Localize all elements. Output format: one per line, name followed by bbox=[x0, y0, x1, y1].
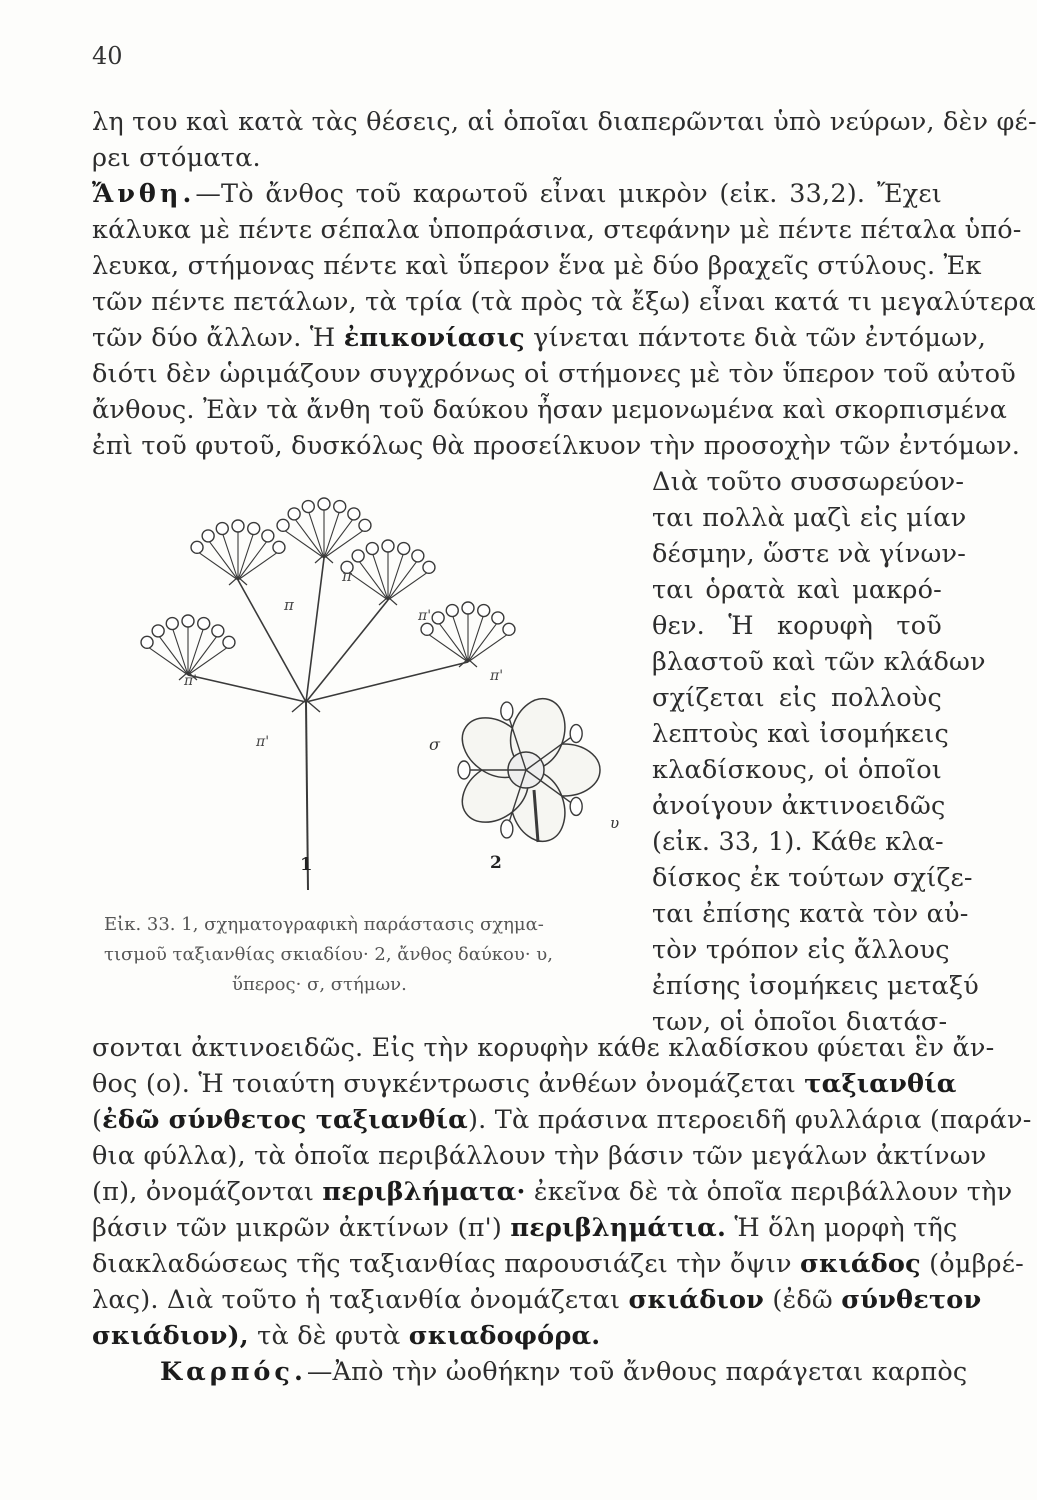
side-text-line: θεν. Ἡ κορυφὴ τοῦ bbox=[652, 611, 942, 641]
section-heading-anthi: Ἄνθη. bbox=[92, 179, 196, 209]
umbellet-ray bbox=[438, 622, 468, 662]
text-line: ἐπὶ τοῦ φυτοῦ, δυσκόλως θὰ προσείλκυον τὴν προσοχὴν τῶν ἐντόμων. bbox=[92, 431, 1021, 461]
flower-bud bbox=[421, 623, 433, 635]
label-sigma: σ bbox=[429, 735, 440, 754]
term-epikoniasis: ἐπικονίασις bbox=[343, 323, 525, 353]
umbellet-ray bbox=[208, 540, 238, 580]
text-line: λευκα, στήμονας πέντε καὶ ὕπερον ἕνα μὲ δύο βραχεῖς στύλους. Ἐκ bbox=[92, 251, 982, 281]
umbellet-ray bbox=[294, 518, 324, 558]
umbel-ray bbox=[306, 558, 324, 702]
flower-bud bbox=[202, 530, 214, 542]
side-text-line: δίσκος ἐκ τούτων σχίζε- bbox=[652, 863, 973, 893]
term-skiadofora: σκιαδοφόρα. bbox=[408, 1321, 601, 1351]
umbellet-ray bbox=[324, 518, 354, 558]
stamen-anther bbox=[570, 725, 582, 743]
umbellet-ray bbox=[283, 529, 324, 558]
umbellet-ray bbox=[172, 628, 188, 675]
figure-caption-line: ὕπερος· σ, στήμων. bbox=[232, 974, 407, 995]
label-pi-left: π bbox=[284, 596, 294, 614]
flower-bud bbox=[277, 519, 289, 531]
text-line: βάσιν τῶν μικρῶν ἀκτίνων (π') περιβλημάτια. Ἡ ὅλη μορφὴ τῆς bbox=[92, 1213, 958, 1243]
umbellet-ray bbox=[324, 511, 340, 558]
side-text-line: σχίζεται εἰς πολλοὺς bbox=[652, 683, 942, 713]
figure-caption-line: τισμοῦ ταξιανθίας σκιαδίου· 2, ἄνθος δαύκου· υ, bbox=[104, 944, 553, 965]
term-syntheto: σύνθετον bbox=[841, 1285, 982, 1315]
umbellet-ray bbox=[388, 560, 418, 600]
flower-bud bbox=[223, 636, 235, 648]
side-text-line: Διὰ τοῦτο συσσωρεύον- bbox=[652, 467, 965, 497]
term-perivlimata: περιβλήματα· bbox=[322, 1177, 526, 1207]
text-line: θια φύλλα), τὰ ὁποῖα περιβάλλουν τὴν βάσιν τῶν μεγάλων ἀκτίνων bbox=[92, 1141, 987, 1171]
umbellet-ray bbox=[197, 551, 238, 580]
section-heading-karpos: Καρπός. bbox=[160, 1357, 307, 1387]
umbellet-ray bbox=[238, 540, 268, 580]
umbellet-ray bbox=[388, 553, 404, 600]
text-line: διακλαδώσεως τῆς ταξιανθίας παρουσιάζει τὴν ὄψιν σκιάδος (ὀμβρέ- bbox=[92, 1249, 1024, 1279]
text-line: τῶν δύο ἄλλων. Ἡ ἐπικονίασις γίνεται πάντοτε διὰ τῶν ἐντόμων, bbox=[92, 323, 987, 353]
side-text-line: (εἰκ. 33, 1). Κάθε κλα- bbox=[652, 827, 944, 857]
flower-bud bbox=[248, 523, 260, 535]
text-line: διότι δὲν ὡριμάζουν συγχρόνως οἱ στήμονες μὲ τὸν ὕπερον τοῦ αὐτοῦ bbox=[92, 359, 1016, 389]
umbellet-ray bbox=[468, 633, 509, 662]
text-line: θος (ο). Ἡ τοιαύτη συγκέντρωσις ἀνθέων ὀνομάζεται ταξιανθία bbox=[92, 1069, 957, 1099]
text-line: κάλυκα μὲ πέντε σέπαλα ὑποπράσινα, στεφάνην μὲ πέντε πέταλα ὑπό- bbox=[92, 215, 1022, 245]
side-text-line: τὸν τρόπον εἰς ἄλλους bbox=[652, 935, 950, 965]
section-anthi-line: Ἄνθη.—Τὸ ἄνθος τοῦ καρωτοῦ εἶναι μικρὸν (εἰκ. 33,2). Ἔχει bbox=[92, 179, 942, 209]
flower-bud bbox=[262, 530, 274, 542]
flower-bud bbox=[318, 498, 330, 510]
flower-bud bbox=[423, 561, 435, 573]
text-line: ρει στόματα. bbox=[92, 143, 261, 173]
flower-bud bbox=[216, 523, 228, 535]
flower-bud bbox=[503, 623, 515, 635]
umbellet-ray bbox=[238, 533, 254, 580]
umbellet-ray bbox=[468, 622, 498, 662]
label-pi-prime-right: π' bbox=[490, 668, 504, 684]
umbellet-ray bbox=[158, 635, 188, 675]
side-text-line: ἀνοίγουν ἀκτινοειδῶς bbox=[652, 791, 946, 821]
flower-bud bbox=[478, 605, 490, 617]
label-pi-prime-left: π' bbox=[184, 673, 198, 689]
umbellet-ray bbox=[372, 553, 388, 600]
umbellet-ray bbox=[452, 615, 468, 662]
flower-bud bbox=[166, 618, 178, 630]
flower-bud bbox=[273, 541, 285, 553]
side-text-line: ται πολλὰ μαζὶ εἰς μίαν bbox=[652, 503, 967, 533]
flower-bud bbox=[352, 550, 364, 562]
side-text-line: ται ἐπίσης κατὰ τὸν αὐ- bbox=[652, 899, 969, 929]
stamen-anther bbox=[570, 797, 582, 815]
stamen-anther bbox=[501, 820, 513, 838]
text-line: ἄνθους. Ἐὰν τὰ ἄνθη τοῦ δαύκου ἦσαν μεμονωμένα καὶ σκορπισμένα bbox=[92, 395, 1008, 425]
text-line: (π), ὀνομάζονται περιβλήματα· ἐκεῖνα δὲ τὰ ὁποῖα περιβάλλουν τὴν bbox=[92, 1177, 1013, 1207]
side-text-line: λεπτοὺς καὶ ἰσομήκεις bbox=[652, 719, 949, 749]
umbellet-ray bbox=[427, 633, 468, 662]
text-line: (ἐδῶ σύνθετος ταξιανθία). Τὰ πράσινα πτεροειδῆ φυλλάρια (παράν- bbox=[92, 1105, 1032, 1135]
flower-bud bbox=[412, 550, 424, 562]
term-taxianthia: ταξιανθία bbox=[804, 1069, 957, 1099]
side-text-line: των, οἱ ὁποῖοι διατάσ- bbox=[652, 1007, 948, 1037]
flower-bud bbox=[152, 625, 164, 637]
text-line: τῶν πέντε πετάλων, τὰ τρία (τὰ πρὸς τὰ ἔξω) εἶναι κατά τι μεγαλύτερα bbox=[92, 287, 1036, 317]
flower-bud bbox=[348, 508, 360, 520]
umbel-ray bbox=[306, 600, 388, 702]
term-skiadion: σκιάδιον bbox=[628, 1285, 765, 1315]
side-text-line: ἐπίσης ἰσομήκεις μεταξύ bbox=[652, 971, 979, 1001]
flower-bud bbox=[359, 519, 371, 531]
umbellet-ray bbox=[358, 560, 388, 600]
side-text-line: δέσμην, ὥστε νὰ γίνων- bbox=[652, 539, 967, 569]
umbellet-ray bbox=[188, 635, 218, 675]
term-syntheti-taxianthia: ἐδῶ σύνθετος ταξιανθία bbox=[102, 1105, 469, 1135]
flower-bud bbox=[288, 508, 300, 520]
stamen-anther bbox=[501, 702, 513, 720]
label-upsilon: υ bbox=[610, 814, 620, 832]
flower-bud bbox=[492, 612, 504, 624]
umbellet-ray bbox=[188, 628, 204, 675]
flower-bud bbox=[182, 615, 194, 627]
label-pi-prime-low: π' bbox=[256, 734, 270, 750]
umbellet-ray bbox=[308, 511, 324, 558]
umbellet-ray bbox=[347, 571, 388, 600]
term-perivlimatia: περιβλημάτια. bbox=[510, 1213, 727, 1243]
flower-bud bbox=[432, 612, 444, 624]
text-line: σκιάδιον), τὰ δὲ φυτὰ σκιαδοφόρα. bbox=[92, 1321, 601, 1351]
umbellet-ray bbox=[468, 615, 484, 662]
stamen-anther bbox=[458, 761, 470, 779]
text-line: λη του καὶ κατὰ τὰς θέσεις, αἱ ὁποῖαι διαπερῶνται ὑπὸ νεύρων, δὲν φέ- bbox=[92, 107, 1037, 137]
umbellet-ray bbox=[388, 571, 429, 600]
umbellet-ray bbox=[222, 533, 238, 580]
flower-bud bbox=[334, 501, 346, 513]
umbel-ray bbox=[306, 662, 468, 702]
flower-bud bbox=[382, 540, 394, 552]
flower-bud bbox=[398, 543, 410, 555]
flower-bud bbox=[198, 618, 210, 630]
flower-bud bbox=[141, 636, 153, 648]
umbel-ray bbox=[238, 580, 306, 702]
side-text-line: κλαδίσκους, οἱ ὁποῖοι bbox=[652, 755, 942, 785]
umbel-ray bbox=[188, 675, 306, 702]
label-pi-top: π bbox=[342, 567, 352, 585]
section-karpos-line: Καρπός.—Ἀπὸ τὴν ὠοθήκην τοῦ ἄνθους παράγεται καρπὸς bbox=[160, 1357, 968, 1387]
flower-bud bbox=[212, 625, 224, 637]
umbellet-ray bbox=[238, 551, 279, 580]
umbellet-ray bbox=[147, 646, 188, 675]
flower-bud bbox=[462, 602, 474, 614]
flower-bud bbox=[191, 541, 203, 553]
text-line: σονται ἀκτινοειδῶς. Εἰς τὴν κορυφὴν κάθε κλαδίσκου φύεται ἓν ἄν- bbox=[92, 1033, 995, 1063]
figure-caption-line: Εἰκ. 33. 1, σχηματογραφικὴ παράστασις σχημα- bbox=[104, 914, 544, 935]
label-figure-2: 2 bbox=[490, 853, 502, 873]
flower-bud bbox=[302, 501, 314, 513]
label-figure-1: 1 bbox=[300, 854, 313, 875]
flower-bud bbox=[446, 605, 458, 617]
text-line: λας). Διὰ τοῦτο ἡ ταξιανθία ὀνομάζεται σκιάδιον (ἐδῶ σύνθετον bbox=[92, 1285, 982, 1315]
umbel-diagram bbox=[141, 498, 515, 890]
term-skiados: σκιάδος bbox=[800, 1249, 921, 1279]
umbellet-ray bbox=[188, 646, 229, 675]
carrot-flower-drawing bbox=[451, 692, 600, 849]
page-number: 40 bbox=[92, 42, 123, 70]
side-text-line: βλαστοῦ καὶ τῶν κλάδων bbox=[652, 647, 986, 677]
label-pi-prime-mid: π' bbox=[418, 608, 432, 624]
flower-bud bbox=[366, 543, 378, 555]
flower-bud bbox=[232, 520, 244, 532]
figure-umbel-illustration bbox=[96, 470, 644, 895]
side-text-line: ται ὁρατὰ καὶ μακρό- bbox=[652, 575, 942, 605]
